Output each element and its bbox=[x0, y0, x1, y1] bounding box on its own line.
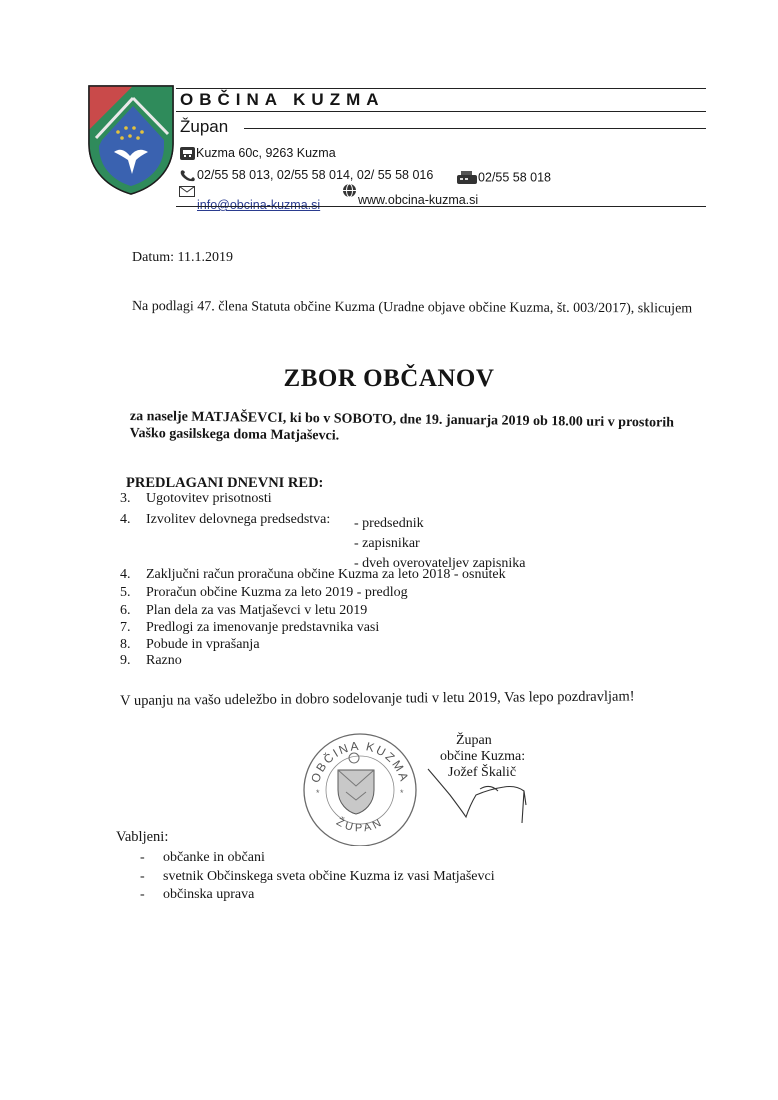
website-text[interactable]: www.obcina-kuzma.si bbox=[358, 193, 479, 207]
contact-fax bbox=[456, 170, 551, 186]
svg-text:ŽUPAN: ŽUPAN bbox=[334, 815, 386, 835]
invited-item: - svetnik Občinskega sveta občine Kuzma iz vasi Matjaševci bbox=[140, 869, 495, 884]
handwritten-signature bbox=[420, 765, 550, 825]
organization-name: OBČINA KUZMA bbox=[180, 90, 385, 109]
email-link[interactable]: info@obcina-kuzma.si bbox=[197, 198, 321, 212]
phones-text: 02/55 58 013, 02/55 58 014, 02/ 55 58 016 bbox=[197, 168, 434, 182]
document-date: Datum: 11.1.2019 bbox=[132, 250, 233, 265]
organization-role: Župan bbox=[180, 117, 229, 136]
envelope-icon bbox=[179, 186, 195, 197]
address-text: Kuzma 60c, 9263 Kuzma bbox=[196, 146, 336, 160]
contact-address bbox=[179, 146, 336, 161]
svg-text:*: * bbox=[400, 788, 404, 798]
invited-item: - občanke in občani bbox=[140, 850, 265, 865]
invited-item: - občinska uprava bbox=[140, 887, 255, 902]
official-stamp bbox=[296, 728, 424, 846]
agenda-item: 6. Plan dela za vas Matjaševci v letu 2019 bbox=[120, 603, 368, 618]
fax-text: 02/55 58 018 bbox=[478, 170, 551, 185]
svg-text:OBČINA KUZMA: OBČINA KUZMA bbox=[308, 738, 412, 785]
agenda-subitem: - predsednik bbox=[354, 516, 424, 531]
fax-icon bbox=[456, 170, 478, 186]
signatory-municipality: občine Kuzma: bbox=[440, 749, 526, 764]
agenda-heading: PREDLAGANI DNEVNI RED: bbox=[126, 475, 324, 491]
agenda-item: 8. Pobude in vprašanja bbox=[120, 637, 260, 652]
phone-icon bbox=[179, 169, 197, 182]
agenda-item: 4. Izvolitev delovnega predsedstva: bbox=[120, 512, 331, 527]
intro-paragraph: Na podlagi 47. člena Statuta občine Kuzma (Uradne objave občine Kuzma, št. 003/2017), sklicujem bbox=[131, 299, 693, 317]
closing-line: V upanju na vašo udeležbo in dobro sodelovanje tudi v letu 2019, Vas lepo pozdravljam! bbox=[120, 688, 635, 709]
meeting-details: za naselje MATJAŠEVCI, ki bo v SOBOTO, dne 19. januarja 2019 ob 18.00 uri v prostorih Vaško gasilskega doma Matjaševci. bbox=[129, 408, 675, 444]
agenda-item: 3. Ugotovitev prisotnosti bbox=[120, 491, 272, 506]
document-title: ZBOR OBČANOV bbox=[283, 365, 495, 392]
signatory-title: Župan bbox=[456, 733, 492, 748]
agenda-subitem: - dveh overovateljev zapisnika bbox=[354, 556, 526, 571]
invited-heading: Vabljeni: bbox=[116, 829, 169, 845]
building-icon bbox=[179, 146, 196, 161]
municipality-crest-logo bbox=[86, 84, 176, 196]
globe-icon bbox=[342, 183, 357, 198]
contact-phones bbox=[179, 168, 433, 182]
svg-text:*: * bbox=[316, 788, 320, 798]
agenda-subitem: - zapisnikar bbox=[354, 536, 420, 551]
agenda-item: 4. Zaključni račun proračuna občine Kuzma za leto 2018 - osnutek bbox=[120, 567, 506, 582]
contact-website bbox=[340, 189, 478, 207]
agenda-item: 5. Proračun občine Kuzma za leto 2019 - predlog bbox=[120, 585, 408, 600]
contact-email bbox=[179, 184, 320, 212]
agenda-item: 7. Predlogi za imenovanje predstavnika vasi bbox=[120, 620, 380, 635]
agenda-item: 9. Razno bbox=[120, 653, 182, 668]
signatory-name: Jožef Škalič bbox=[448, 765, 517, 780]
